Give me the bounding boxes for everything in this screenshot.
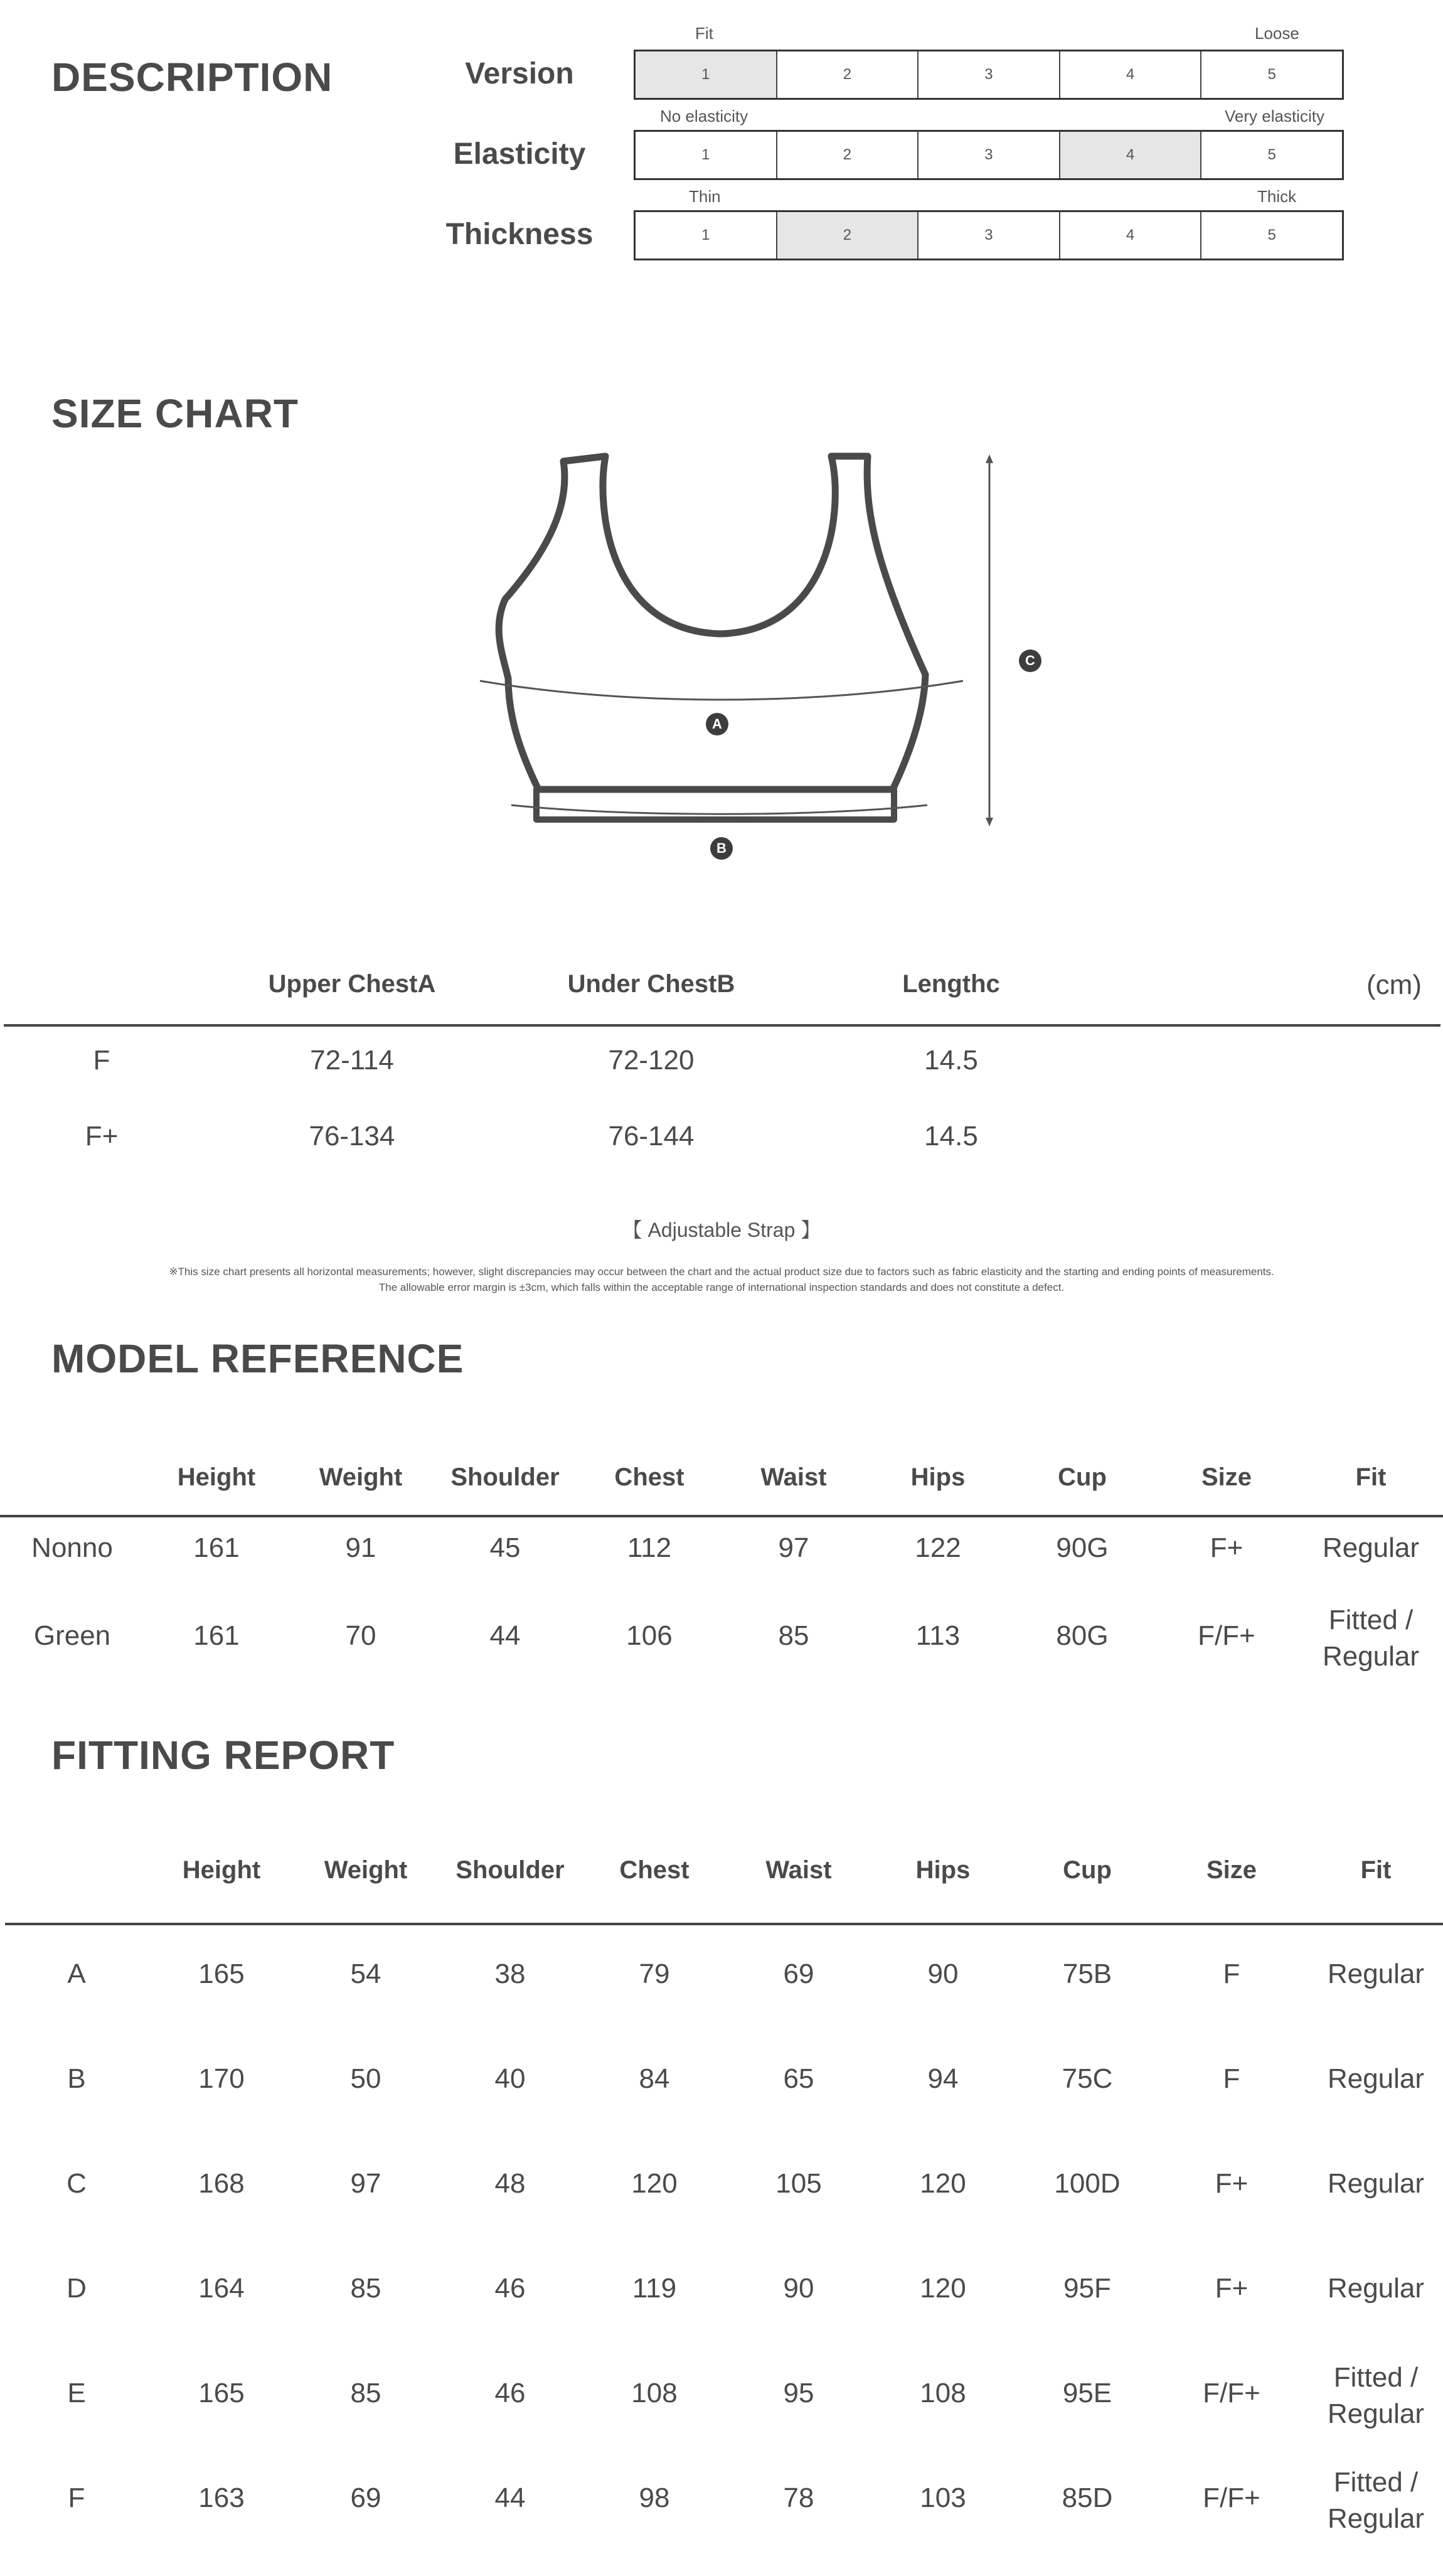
size-value: F/F+ xyxy=(1203,2378,1260,2408)
marker-b: B xyxy=(710,837,733,860)
waist-value: 90 xyxy=(783,2273,814,2304)
hips-value: 108 xyxy=(920,2378,966,2408)
col-header-weight: Weight xyxy=(319,1463,403,1491)
scale-left-end: Fit xyxy=(695,24,713,43)
chest-value: 120 xyxy=(631,2168,678,2199)
col-header-chest: Chest xyxy=(614,1463,684,1491)
shoulder-value: 44 xyxy=(494,2482,526,2513)
size-value: F+ xyxy=(1215,2168,1249,2199)
shoulder-value: 38 xyxy=(494,1959,526,1989)
col-header-shoulder: Shoulder xyxy=(450,1463,560,1491)
height-value: 163 xyxy=(198,2482,245,2513)
height-value: 161 xyxy=(193,1620,240,1651)
scale-label: Version xyxy=(465,57,574,90)
weight-value: 97 xyxy=(350,2168,381,2199)
size-chart-title: SIZE CHART xyxy=(51,391,299,436)
description-title: DESCRIPTION xyxy=(51,55,333,100)
tester-name: C xyxy=(67,2168,87,2199)
col-header-size: Size xyxy=(1201,1463,1252,1491)
length-arrow-top xyxy=(986,454,993,463)
hips-value: 90 xyxy=(927,1959,959,1989)
chest-value: 84 xyxy=(639,2063,670,2094)
marker-a: A xyxy=(706,713,728,735)
weight-value: 69 xyxy=(350,2482,381,2513)
table-divider xyxy=(0,1515,1443,1517)
fit-value: Regular xyxy=(1322,1532,1420,1563)
upper-chest-line xyxy=(480,681,963,700)
fit-value: Regular xyxy=(1327,2273,1425,2304)
waist-value: 95 xyxy=(783,2378,814,2408)
tester-name: A xyxy=(67,1959,86,1989)
tester-name: B xyxy=(67,2063,86,2094)
scale-option: 3 xyxy=(919,51,1060,98)
hips-value: 122 xyxy=(915,1532,961,1563)
tester-name: F xyxy=(68,2482,85,2513)
tester-name: E xyxy=(67,2378,86,2408)
scale-option: 1 xyxy=(636,212,777,259)
fit-value: Regular xyxy=(1327,1959,1425,1989)
scale-left-end: Thin xyxy=(689,187,721,206)
size-label: F xyxy=(93,1045,110,1076)
height-value: 161 xyxy=(193,1532,240,1563)
scale-label: Elasticity xyxy=(453,137,586,171)
col-header-under-chest: Under ChestB xyxy=(567,970,735,998)
col-header-height: Height xyxy=(177,1463,256,1491)
hips-value: 113 xyxy=(915,1620,961,1651)
weight-value: 50 xyxy=(350,2063,381,2094)
cup-value: 75B xyxy=(1062,1959,1112,1989)
size-label: F+ xyxy=(85,1121,119,1152)
size-value: F+ xyxy=(1210,1532,1243,1563)
weight-value: 85 xyxy=(350,2378,381,2408)
length-value: 14.5 xyxy=(924,1121,978,1152)
col-header-cup: Cup xyxy=(1058,1463,1107,1491)
scale-option-selected: 1 xyxy=(636,51,777,98)
col-header-fit: Fit xyxy=(1355,1463,1387,1491)
chest-value: 98 xyxy=(639,2482,670,2513)
fit-value: Fitted / Regular xyxy=(1327,2467,1425,2534)
cup-value: 90G xyxy=(1056,1532,1109,1563)
table-divider xyxy=(4,1024,1440,1027)
under-chest-value: 72-120 xyxy=(608,1045,695,1076)
hips-value: 103 xyxy=(920,2482,966,2513)
shoulder-value: 45 xyxy=(489,1532,521,1563)
chest-value: 108 xyxy=(631,2378,678,2408)
fit-value: Regular xyxy=(1327,2168,1425,2199)
chest-value: 112 xyxy=(627,1532,672,1563)
height-value: 164 xyxy=(198,2273,245,2304)
col-header-shoulder: Shoulder xyxy=(455,1856,565,1884)
scale-option: 2 xyxy=(777,132,919,178)
size-value: F/F+ xyxy=(1203,2482,1260,2513)
fitting-report-title: FITTING REPORT xyxy=(51,1733,395,1778)
length-arrow-bottom xyxy=(986,818,993,826)
waist-value: 69 xyxy=(783,1959,814,1989)
scale-label: Thickness xyxy=(445,218,594,251)
scale-right-end: Thick xyxy=(1257,187,1297,206)
cup-value: 75C xyxy=(1062,2063,1113,2094)
col-header-chest: Chest xyxy=(619,1856,690,1884)
scale-option: 3 xyxy=(919,212,1060,259)
model-name: Nonno xyxy=(31,1532,113,1563)
col-header-hips: Hips xyxy=(910,1463,966,1491)
under-chest-value: 76-144 xyxy=(608,1121,695,1152)
col-header-height: Height xyxy=(182,1856,261,1884)
height-value: 165 xyxy=(198,2378,245,2408)
scale-option: 1 xyxy=(636,132,777,178)
col-header-length: Lengthc xyxy=(902,970,1000,998)
scale-option-selected: 4 xyxy=(1060,132,1202,178)
weight-value: 91 xyxy=(345,1532,376,1563)
shoulder-value: 46 xyxy=(494,2378,526,2408)
fit-value: Regular xyxy=(1327,2063,1425,2094)
cup-value: 95E xyxy=(1062,2378,1112,2408)
height-value: 170 xyxy=(198,2063,245,2094)
waist-value: 97 xyxy=(778,1532,809,1563)
hips-value: 94 xyxy=(927,2063,959,2094)
scale-option: 3 xyxy=(919,132,1060,178)
chest-value: 79 xyxy=(639,1959,670,1989)
waist-value: 85 xyxy=(778,1620,809,1651)
cup-value: 85D xyxy=(1062,2482,1113,2513)
scale-left-end: No elasticity xyxy=(660,107,748,126)
model-name: Green xyxy=(33,1620,111,1651)
col-header-upper-chest: Upper ChestA xyxy=(268,970,436,998)
model-reference-title: MODEL REFERENCE xyxy=(51,1336,464,1381)
garment-outline xyxy=(499,456,925,678)
tester-name: D xyxy=(67,2273,87,2304)
scale-option: 4 xyxy=(1060,51,1202,98)
adjustable-strap-note: 【 Adjustable Strap 】 xyxy=(622,1219,821,1241)
marker-c: C xyxy=(1019,649,1041,672)
waist-value: 78 xyxy=(783,2482,814,2513)
cup-value: 100D xyxy=(1054,2168,1121,2199)
scale-option: 2 xyxy=(777,51,919,98)
chest-value: 106 xyxy=(626,1620,673,1651)
scale-option-selected: 2 xyxy=(777,212,919,259)
size-value: F/F+ xyxy=(1198,1620,1255,1651)
scale-option: 4 xyxy=(1060,212,1202,259)
weight-value: 70 xyxy=(345,1620,376,1651)
disclaimer-line-2: The allowable error margin is ±3cm, which falls within the acceptable range of international inspection standards and does not constitute a defect. xyxy=(378,1281,1065,1293)
waist-value: 65 xyxy=(783,2063,814,2094)
col-header-waist: Waist xyxy=(760,1463,827,1491)
upper-chest-value: 72-114 xyxy=(310,1045,394,1076)
shoulder-value: 48 xyxy=(494,2168,526,2199)
scale-right-end: Loose xyxy=(1255,24,1299,43)
col-header-size: Size xyxy=(1206,1856,1257,1884)
size-value: F xyxy=(1223,2063,1240,2094)
height-value: 165 xyxy=(198,1959,245,1989)
col-header-hips: Hips xyxy=(915,1856,971,1884)
col-header-cup: Cup xyxy=(1063,1856,1112,1884)
waist-value: 105 xyxy=(775,2168,822,2199)
hips-value: 120 xyxy=(920,2168,966,2199)
weight-value: 54 xyxy=(350,1959,381,1989)
height-value: 168 xyxy=(198,2168,245,2199)
length-value: 14.5 xyxy=(924,1045,978,1076)
garment-band xyxy=(536,789,894,820)
shoulder-value: 40 xyxy=(494,2063,526,2094)
fit-value: Fitted / Regular xyxy=(1327,2362,1425,2429)
weight-value: 85 xyxy=(350,2273,381,2304)
table-divider xyxy=(5,1923,1443,1925)
scale-right-end: Very elasticity xyxy=(1225,107,1324,126)
col-header-waist: Waist xyxy=(765,1856,832,1884)
chest-value: 119 xyxy=(632,2273,677,2304)
under-chest-line xyxy=(511,805,927,814)
scale-option: 5 xyxy=(1267,227,1276,243)
upper-chest-value: 76-134 xyxy=(309,1121,395,1152)
col-header-weight: Weight xyxy=(324,1856,408,1884)
hips-value: 120 xyxy=(920,2273,966,2304)
scale-option: 5 xyxy=(1267,66,1276,83)
disclaimer-line-1: ※This size chart presents all horizontal measurements; however, slight discrepancies may occur between the chart and the actual product size due to factors such as fabric elasticity and the starting and ending points of measurements. xyxy=(169,1266,1274,1278)
shoulder-value: 46 xyxy=(494,2273,526,2304)
garment-diagram xyxy=(0,0,1443,879)
shoulder-value: 44 xyxy=(489,1620,521,1651)
size-value: F xyxy=(1223,1959,1240,1989)
size-value: F+ xyxy=(1215,2273,1249,2304)
cup-value: 80G xyxy=(1056,1620,1109,1651)
scale-option: 5 xyxy=(1267,146,1276,163)
unit-label: (cm) xyxy=(1366,970,1422,1000)
col-header-fit: Fit xyxy=(1360,1856,1392,1884)
fit-value: Fitted / Regular xyxy=(1322,1605,1420,1672)
cup-value: 95F xyxy=(1063,2273,1111,2304)
